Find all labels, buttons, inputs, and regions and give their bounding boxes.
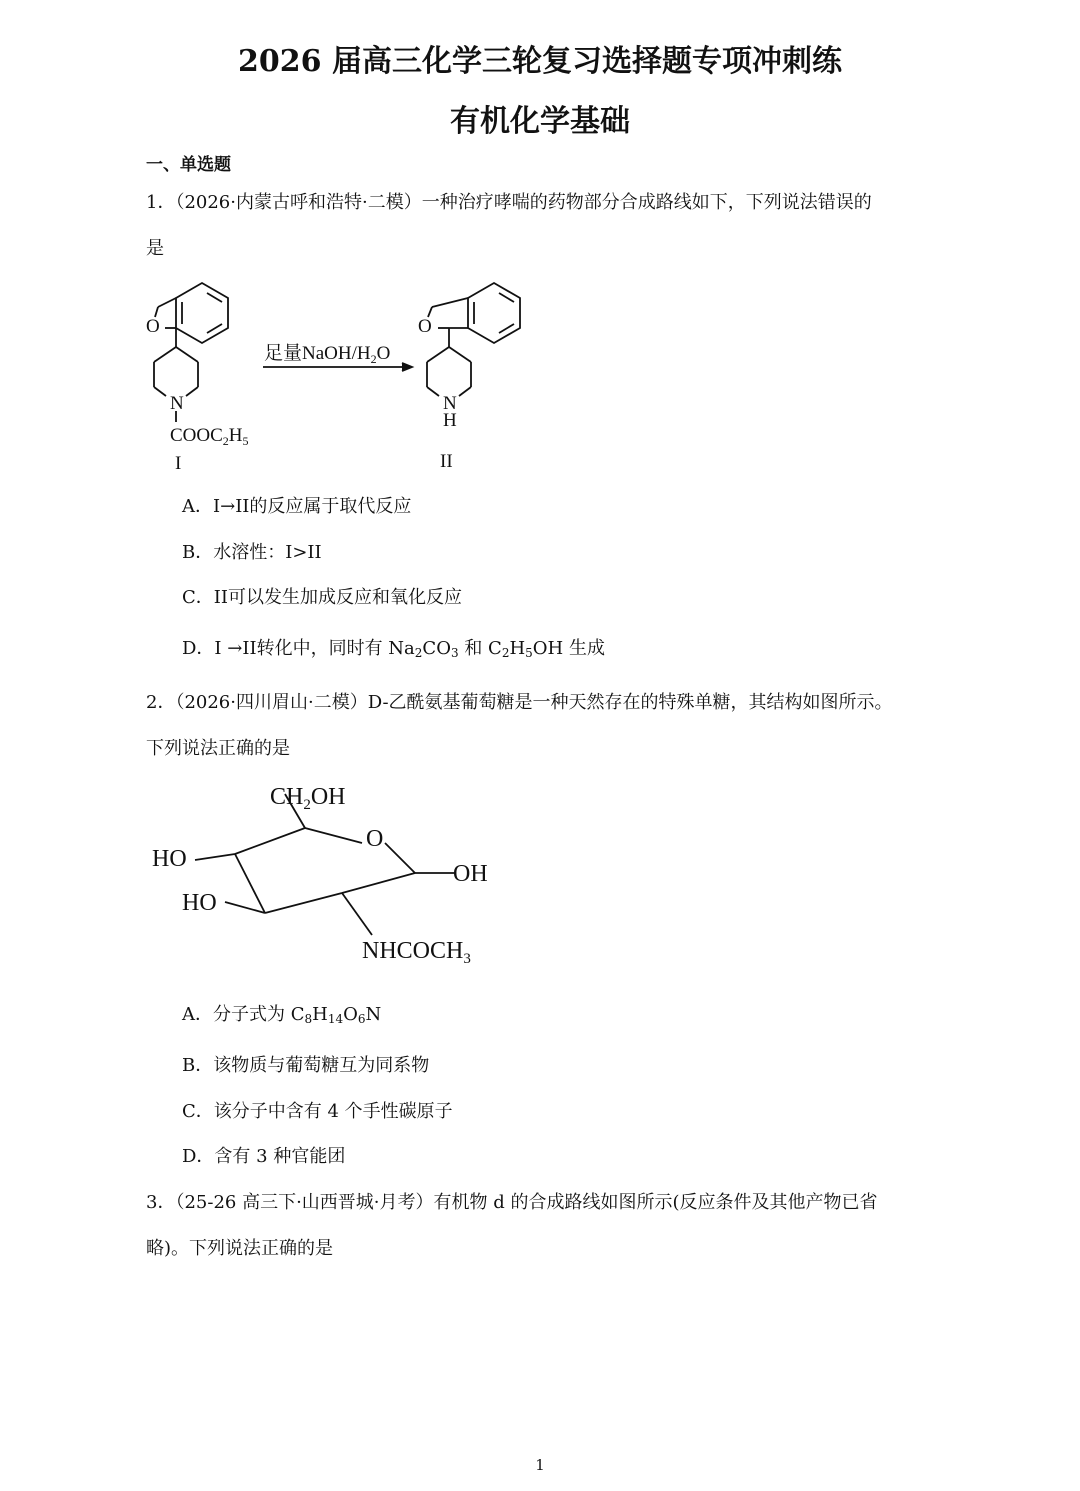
q1-stem-line1: 1．（2026·内蒙古呼和浩特·二模）一种治疗哮喘的药物部分合成路线如下，下列说法错误的 xyxy=(146,192,872,213)
q2-stem-line1: 2．（2026·四川眉山·二模）D-乙酰氨基葡萄糖是一种天然存在的特殊单糖，其结构如图所示。 xyxy=(146,692,893,713)
q2-glucose-structure xyxy=(0,770,600,970)
pr-oxygen-label: O xyxy=(418,316,432,337)
q2-option-b: B．该物质与葡萄糖互为同系物 xyxy=(182,1055,430,1076)
pr-nitrogen-label: N xyxy=(443,393,457,414)
sm-substituent: $COOC_2H_5$ xyxy=(170,425,249,448)
pr-benzene-ring xyxy=(468,283,520,343)
reagent-label: 足量NaOH/$H_2O$ xyxy=(264,343,391,366)
page-number: 1 xyxy=(535,1456,545,1474)
nhcoch3-label: $NHCOCH_3$ xyxy=(362,938,471,967)
ho-bottom-label: HO xyxy=(182,890,217,916)
q3-stem-line1: 3．（25-26 高三下·山西晋城·月考）有机物 d 的合成路线如图所示(反应条件及其他产物已省 xyxy=(146,1192,878,1213)
q2-stem-line2: 下列说法正确的是 xyxy=(146,738,290,759)
q2-option-a: A．分子式为 $C_8H_{14}O_6N$ xyxy=(182,1004,382,1026)
sm-label: I xyxy=(175,453,182,474)
document-subtitle: 有机化学基础 xyxy=(450,104,630,139)
q3-stem-line2: 略)。下列说法正确的是 xyxy=(146,1238,334,1259)
section-heading: 一、单选题 xyxy=(146,155,231,175)
pr-label: II xyxy=(440,451,453,472)
q1-stem-line2: 是 xyxy=(146,238,164,259)
q1-option-a: A．I→II的反应属于取代反应 xyxy=(182,496,412,517)
oh-right-label: OH xyxy=(453,861,488,887)
q1-reaction-scheme xyxy=(0,270,600,480)
pr-hydrogen-label: H xyxy=(443,410,457,431)
q2-option-d: D．含有 3 种官能团 xyxy=(182,1146,346,1167)
sm-oxygen-label: O xyxy=(146,316,160,337)
q1-option-d: D．I →II转化中，同时有 $Na_2CO_3$ 和 $C_2H_5OH$ 生成 xyxy=(182,638,605,660)
ring-oxygen-label: O xyxy=(366,826,384,852)
sm-benzene-ring xyxy=(176,283,228,343)
q2-option-c: C．该分子中含有 4 个手性碳原子 xyxy=(182,1101,453,1122)
sm-nitrogen-label: N xyxy=(170,393,184,414)
q1-option-b: B．水溶性：I>II xyxy=(182,542,322,563)
ho-top-label: HO xyxy=(152,846,187,872)
q1-option-c: C．II可以发生加成反应和氧化反应 xyxy=(182,587,462,608)
ch2oh-label: $CH_2OH$ xyxy=(270,784,346,813)
document-title: 2026 届高三化学三轮复习选择题专项冲刺练 xyxy=(238,44,842,79)
